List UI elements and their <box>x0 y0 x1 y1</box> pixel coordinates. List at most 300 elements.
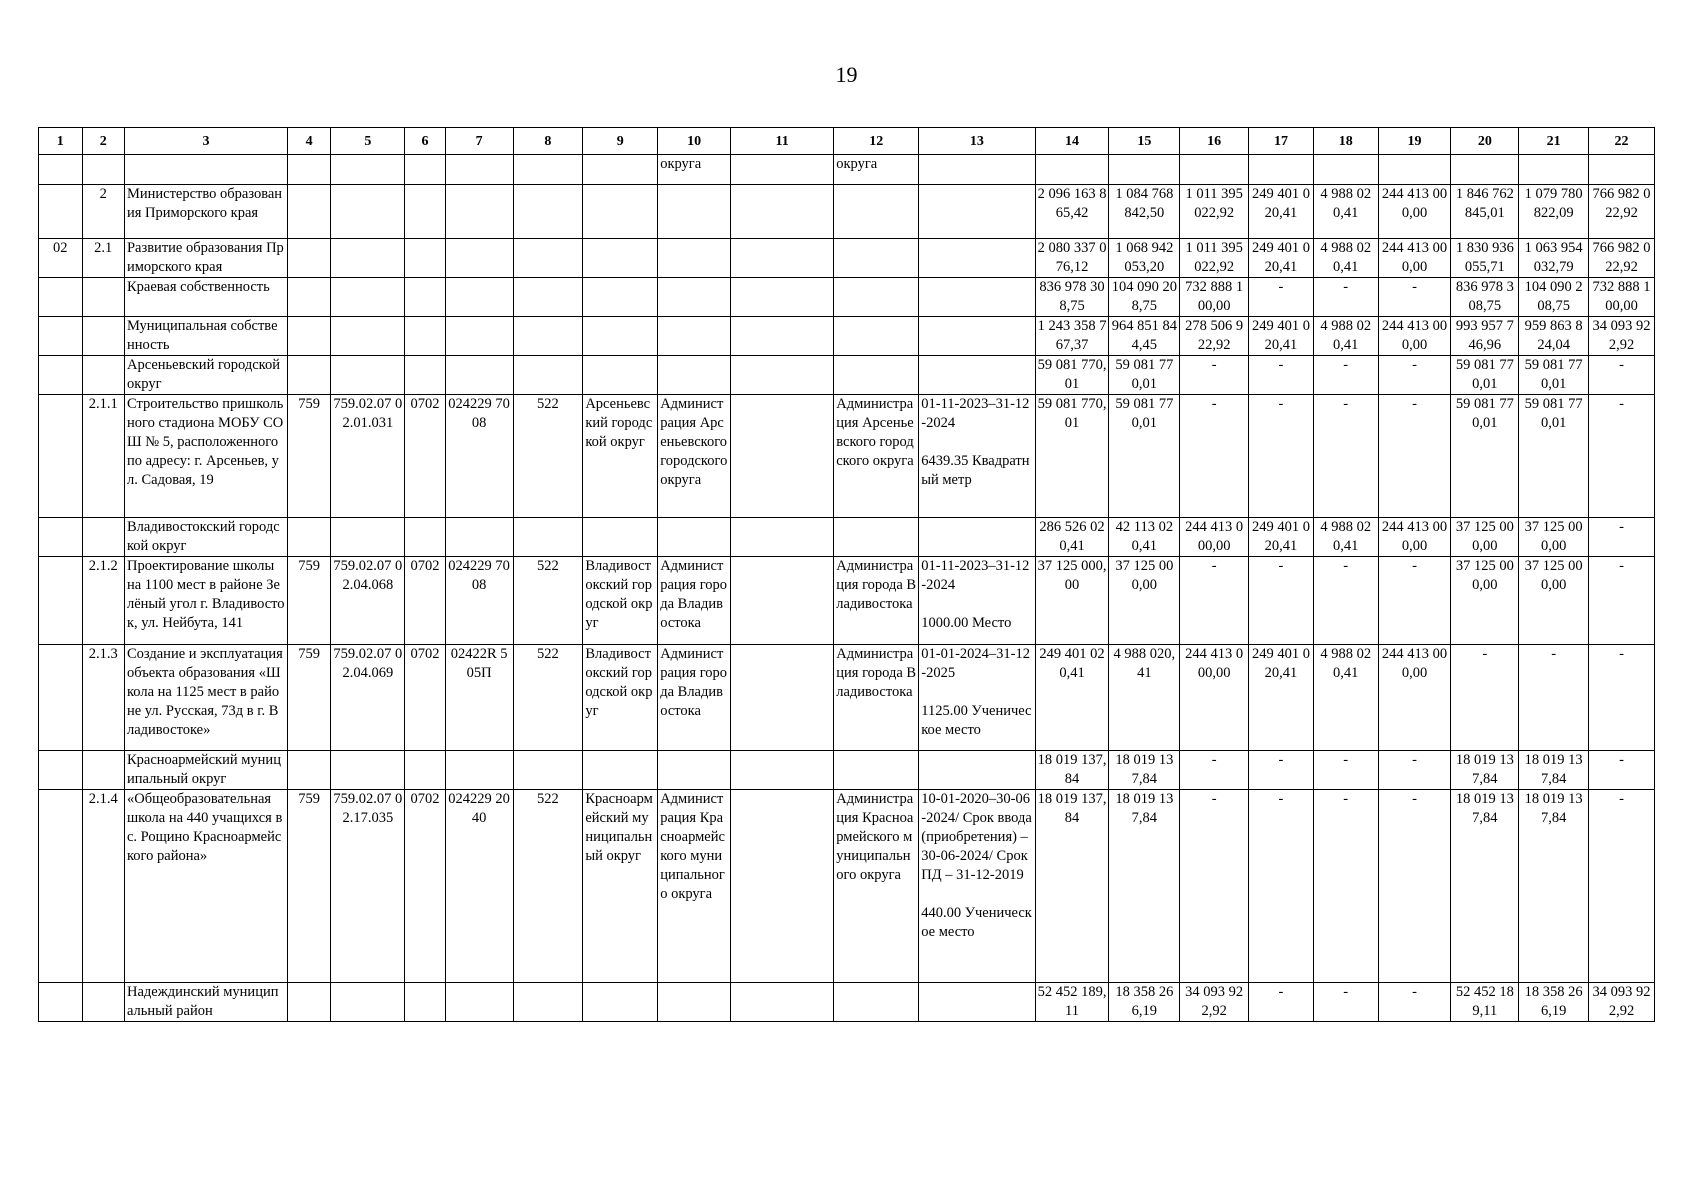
column-header: 8 <box>513 128 583 155</box>
table-cell <box>405 518 445 557</box>
table-cell: 0702 <box>405 395 445 518</box>
table-cell <box>583 185 658 239</box>
table-cell <box>331 983 405 1022</box>
table-cell: 34 093 922,92 <box>1589 317 1655 356</box>
table-cell <box>919 185 1035 239</box>
table-cell <box>513 518 583 557</box>
table-cell <box>513 356 583 395</box>
table-cell: 2 080 337 076,12 <box>1035 239 1109 278</box>
table-cell: - <box>1249 751 1314 790</box>
table-cell <box>513 239 583 278</box>
table-cell <box>287 356 331 395</box>
table-cell <box>82 356 124 395</box>
table-cell: - <box>1249 983 1314 1022</box>
table-cell <box>658 983 731 1022</box>
table-cell: 836 978 308,75 <box>1035 278 1109 317</box>
table-cell: 59 081 770,01 <box>1451 395 1519 518</box>
table-cell <box>583 356 658 395</box>
table-row <box>39 278 1655 317</box>
column-header: 7 <box>445 128 513 155</box>
table-cell: Администрация Арсеньевского городского округа <box>834 395 919 518</box>
table-cell: 759.02.07 02.17.035 <box>331 790 405 983</box>
table-row <box>39 751 1655 790</box>
table-cell: Создание и эксплуатация объекта образования «Школа на 1125 мест в районе ул. Русская, 73д в г. Владивостоке» <box>124 645 287 751</box>
column-header: 17 <box>1249 128 1314 155</box>
table-cell: 18 019 137,84 <box>1519 790 1589 983</box>
table-cell <box>658 239 731 278</box>
table-cell <box>445 356 513 395</box>
table-cell: 01-11-2023–31-12-2024 6439.35 Квадратный метр <box>919 395 1035 518</box>
table-cell: 244 413 000,00 <box>1180 645 1249 751</box>
table-cell: 4 988 020,41 <box>1313 645 1378 751</box>
table-cell <box>39 645 83 751</box>
table-cell: - <box>1313 790 1378 983</box>
table-cell <box>658 518 731 557</box>
table-cell: 244 413 000,00 <box>1378 518 1451 557</box>
table-cell: 4 988 020,41 <box>1313 239 1378 278</box>
table-cell <box>513 185 583 239</box>
table-cell: 4 988 020,41 <box>1313 518 1378 557</box>
table-cell <box>287 278 331 317</box>
table-cell: 37 125 000,00 <box>1109 557 1180 645</box>
table-cell <box>82 155 124 185</box>
table-cell <box>39 790 83 983</box>
table-cell: 59 081 770,01 <box>1519 395 1589 518</box>
table-row <box>39 518 1655 557</box>
table-cell: 104 090 208,75 <box>1519 278 1589 317</box>
table-cell <box>1378 155 1451 185</box>
table-cell: 244 413 000,00 <box>1378 185 1451 239</box>
table-cell: 18 019 137,84 <box>1035 751 1109 790</box>
table-cell <box>583 239 658 278</box>
table-cell <box>445 185 513 239</box>
table-cell: 52 452 189,11 <box>1451 983 1519 1022</box>
column-header: 11 <box>731 128 834 155</box>
table-cell: 2 <box>82 185 124 239</box>
table-cell: - <box>1589 557 1655 645</box>
table-cell: - <box>1313 278 1378 317</box>
table-cell <box>513 317 583 356</box>
table-cell: - <box>1313 983 1378 1022</box>
column-header: 22 <box>1589 128 1655 155</box>
table-cell <box>919 155 1035 185</box>
table-cell: 1 084 768 842,50 <box>1109 185 1180 239</box>
table-cell <box>39 518 83 557</box>
column-header: 21 <box>1519 128 1589 155</box>
table-cell: Администрация города Владивостока <box>834 557 919 645</box>
table-cell: Краевая собственность <box>124 278 287 317</box>
table-cell: 732 888 100,00 <box>1589 278 1655 317</box>
table-cell <box>331 518 405 557</box>
table-cell <box>445 518 513 557</box>
table-cell <box>731 645 834 751</box>
column-header: 4 <box>287 128 331 155</box>
table-cell: 766 982 022,92 <box>1589 239 1655 278</box>
table-cell <box>583 278 658 317</box>
table-cell <box>405 239 445 278</box>
table-cell <box>405 751 445 790</box>
table-cell <box>731 790 834 983</box>
table-cell: 59 081 770,01 <box>1451 356 1519 395</box>
table-row <box>39 317 1655 356</box>
table-cell: 18 019 137,84 <box>1451 751 1519 790</box>
table-cell <box>834 751 919 790</box>
table-cell: 2.1.1 <box>82 395 124 518</box>
table-cell <box>919 239 1035 278</box>
table-cell: - <box>1378 356 1451 395</box>
table-cell <box>331 185 405 239</box>
table-cell: 0702 <box>405 645 445 751</box>
table-cell: 2.1.2 <box>82 557 124 645</box>
table-cell <box>834 518 919 557</box>
column-header: 13 <box>919 128 1035 155</box>
table-cell: Арсеньевский городской округ <box>124 356 287 395</box>
column-header: 5 <box>331 128 405 155</box>
table-cell: 59 081 770,01 <box>1035 356 1109 395</box>
table-cell: 4 988 020,41 <box>1109 645 1180 751</box>
table-cell: 02 <box>39 239 83 278</box>
table-cell <box>731 518 834 557</box>
table-cell <box>583 155 658 185</box>
table-cell <box>405 983 445 1022</box>
table-cell <box>39 317 83 356</box>
table-cell <box>731 356 834 395</box>
table-cell <box>731 317 834 356</box>
table-cell <box>39 356 83 395</box>
table-cell <box>82 518 124 557</box>
column-header: 14 <box>1035 128 1109 155</box>
table-cell <box>1313 155 1378 185</box>
table-cell: округа <box>658 155 731 185</box>
table-row <box>39 557 1655 645</box>
table-cell <box>39 395 83 518</box>
table-cell: 37 125 000,00 <box>1451 518 1519 557</box>
table-body <box>39 155 1655 1022</box>
table-cell <box>919 317 1035 356</box>
table-cell: 1 011 395 022,92 <box>1180 185 1249 239</box>
table-cell: - <box>1378 751 1451 790</box>
table-cell: - <box>1589 790 1655 983</box>
table-cell: 759 <box>287 395 331 518</box>
table-cell: 1 079 780 822,09 <box>1519 185 1589 239</box>
table-cell <box>1109 155 1180 185</box>
table-cell <box>287 983 331 1022</box>
table-cell <box>513 278 583 317</box>
table-cell: Проектирование школы на 1100 мест в районе Зелёный угол г. Владивосток, ул. Нейбута, 141 <box>124 557 287 645</box>
table-cell <box>919 518 1035 557</box>
table-cell: 18 358 266,19 <box>1109 983 1180 1022</box>
table-cell <box>39 983 83 1022</box>
table-cell <box>405 317 445 356</box>
table-cell: 42 113 020,41 <box>1109 518 1180 557</box>
table-cell: - <box>1180 751 1249 790</box>
table-cell: Красноармейский муниципальный округ <box>583 790 658 983</box>
table-cell <box>1035 155 1109 185</box>
table-cell: - <box>1249 278 1314 317</box>
table-cell <box>445 983 513 1022</box>
table-cell <box>124 155 287 185</box>
table-cell: 18 019 137,84 <box>1035 790 1109 983</box>
table-cell: - <box>1378 395 1451 518</box>
table-cell: - <box>1313 751 1378 790</box>
table-cell <box>513 983 583 1022</box>
table-cell: 249 401 020,41 <box>1249 185 1314 239</box>
table-cell <box>658 278 731 317</box>
table-cell <box>405 356 445 395</box>
table-cell: - <box>1378 278 1451 317</box>
table-cell: 1 243 358 767,37 <box>1035 317 1109 356</box>
table-cell: - <box>1313 395 1378 518</box>
table-cell: Красноармейский муниципальный округ <box>124 751 287 790</box>
table-cell <box>39 557 83 645</box>
table-cell <box>1249 155 1314 185</box>
table-cell: округа <box>834 155 919 185</box>
table-cell <box>834 983 919 1022</box>
table-cell <box>834 356 919 395</box>
table-cell <box>583 983 658 1022</box>
table-cell: 01-11-2023–31-12-2024 1000.00 Место <box>919 557 1035 645</box>
table-cell: 59 081 770,01 <box>1109 356 1180 395</box>
table-cell: Министерство образования Приморского края <box>124 185 287 239</box>
table-cell: - <box>1589 356 1655 395</box>
table-cell: Администрация города Владивостока <box>834 645 919 751</box>
table-cell: - <box>1249 557 1314 645</box>
column-header: 6 <box>405 128 445 155</box>
table-cell <box>287 239 331 278</box>
column-header: 1 <box>39 128 83 155</box>
table-cell <box>731 278 834 317</box>
table-cell <box>658 317 731 356</box>
column-header: 9 <box>583 128 658 155</box>
table-cell: 522 <box>513 395 583 518</box>
table-cell <box>287 155 331 185</box>
table-cell: 18 019 137,84 <box>1519 751 1589 790</box>
table-cell <box>82 278 124 317</box>
table-cell: 522 <box>513 645 583 751</box>
table-cell <box>445 239 513 278</box>
table-cell <box>405 278 445 317</box>
table-cell: 59 081 770,01 <box>1035 395 1109 518</box>
table-cell: - <box>1589 751 1655 790</box>
table-cell <box>919 751 1035 790</box>
table-cell <box>731 185 834 239</box>
table-cell: 993 957 746,96 <box>1451 317 1519 356</box>
table-cell: 024229 7008 <box>445 557 513 645</box>
table-cell: 024229 7008 <box>445 395 513 518</box>
table-cell: Владивостокский городской округ <box>124 518 287 557</box>
table-row <box>39 239 1655 278</box>
column-header: 18 <box>1313 128 1378 155</box>
table-cell: Муниципальная собственность <box>124 317 287 356</box>
table-cell: 286 526 020,41 <box>1035 518 1109 557</box>
table-cell: Надеждинский муниципальный район <box>124 983 287 1022</box>
table-cell: 278 506 922,92 <box>1180 317 1249 356</box>
table-cell <box>287 518 331 557</box>
table-cell <box>331 239 405 278</box>
table-cell: 18 019 137,84 <box>1109 751 1180 790</box>
table-cell: 0702 <box>405 557 445 645</box>
table-cell: 522 <box>513 557 583 645</box>
table-cell: 2.1.3 <box>82 645 124 751</box>
table-cell <box>39 185 83 239</box>
table-cell <box>919 278 1035 317</box>
table-cell <box>82 983 124 1022</box>
table-cell: Администрация города Владивостока <box>658 645 731 751</box>
table-cell <box>1519 155 1589 185</box>
column-header: 10 <box>658 128 731 155</box>
table-cell: Развитие образования Приморского края <box>124 239 287 278</box>
table-cell: 959 863 824,04 <box>1519 317 1589 356</box>
table-cell <box>445 155 513 185</box>
table-cell <box>445 278 513 317</box>
table-cell <box>834 239 919 278</box>
column-header: 2 <box>82 128 124 155</box>
table-cell: 836 978 308,75 <box>1451 278 1519 317</box>
table-cell: Администрация Арсеньевского городского округа <box>658 395 731 518</box>
table-cell <box>82 317 124 356</box>
table-cell: 759 <box>287 790 331 983</box>
budget-table <box>38 127 1655 1022</box>
table-cell: - <box>1249 790 1314 983</box>
table-cell <box>834 278 919 317</box>
table-cell: 0702 <box>405 790 445 983</box>
table-cell: 2.1.4 <box>82 790 124 983</box>
table-cell: Администрация Красноармейского муниципального округа <box>834 790 919 983</box>
table-cell: - <box>1180 356 1249 395</box>
table-cell: 522 <box>513 790 583 983</box>
table-cell <box>919 356 1035 395</box>
table-cell: 249 401 020,41 <box>1249 645 1314 751</box>
table-cell: 2.1 <box>82 239 124 278</box>
table-cell: 1 846 762 845,01 <box>1451 185 1519 239</box>
table-cell: 964 851 844,45 <box>1109 317 1180 356</box>
table-cell <box>513 155 583 185</box>
table-cell <box>731 239 834 278</box>
table-cell <box>331 356 405 395</box>
table-cell: 18 019 137,84 <box>1109 790 1180 983</box>
page-number: 19 <box>835 62 858 87</box>
table-cell: 37 125 000,00 <box>1451 557 1519 645</box>
table-cell: 18 358 266,19 <box>1519 983 1589 1022</box>
table-cell <box>331 751 405 790</box>
table-cell: Владивостокский городской округ <box>583 557 658 645</box>
column-header: 15 <box>1109 128 1180 155</box>
table-cell: 244 413 000,00 <box>1378 645 1451 751</box>
column-header: 12 <box>834 128 919 155</box>
table-cell: 759.02.07 02.01.031 <box>331 395 405 518</box>
table-cell: - <box>1313 356 1378 395</box>
table-cell <box>583 751 658 790</box>
table-row <box>39 983 1655 1022</box>
table-cell <box>287 317 331 356</box>
table-cell: - <box>1249 356 1314 395</box>
table-cell <box>39 751 83 790</box>
table-cell <box>658 185 731 239</box>
table-cell: 02422R 505П <box>445 645 513 751</box>
table-row <box>39 356 1655 395</box>
table-cell <box>834 317 919 356</box>
table-cell: 18 019 137,84 <box>1451 790 1519 983</box>
table-cell <box>658 356 731 395</box>
table-cell <box>39 278 83 317</box>
table-cell: 759 <box>287 645 331 751</box>
table-cell <box>445 751 513 790</box>
table-cell: 34 093 922,92 <box>1180 983 1249 1022</box>
table-cell: 37 125 000,00 <box>1519 557 1589 645</box>
table-cell: 2 096 163 865,42 <box>1035 185 1109 239</box>
table-cell: 104 090 208,75 <box>1109 278 1180 317</box>
table-cell: - <box>1519 645 1589 751</box>
table-cell: 759.02.07 02.04.069 <box>331 645 405 751</box>
table-cell <box>1589 155 1655 185</box>
table-cell: - <box>1249 395 1314 518</box>
table-cell: 01-01-2024–31-12-2025 1125.00 Ученическое место <box>919 645 1035 751</box>
table-cell <box>731 983 834 1022</box>
table-cell: Арсеньевский городской округ <box>583 395 658 518</box>
table-cell: - <box>1378 983 1451 1022</box>
table-cell <box>287 185 331 239</box>
table-cell: - <box>1313 557 1378 645</box>
table-cell: 249 401 020,41 <box>1249 239 1314 278</box>
table-cell: Администрация города Владивостока <box>658 557 731 645</box>
table-cell <box>513 751 583 790</box>
table-cell: 766 982 022,92 <box>1589 185 1655 239</box>
table-cell <box>39 155 83 185</box>
table-cell: 244 413 000,00 <box>1180 518 1249 557</box>
table-cell <box>287 751 331 790</box>
table-cell: 759 <box>287 557 331 645</box>
table-row <box>39 155 1655 185</box>
table-cell: - <box>1378 557 1451 645</box>
table-cell: 249 401 020,41 <box>1249 317 1314 356</box>
table-cell: 10-01-2020–30-06-2024/ Срок ввода (приобретения) – 30-06-2024/ Срок ПД – 31-12-2019 440.00 Ученическое место <box>919 790 1035 983</box>
table-cell <box>405 155 445 185</box>
table-cell: 59 081 770,01 <box>1519 356 1589 395</box>
table-cell: - <box>1451 645 1519 751</box>
table-cell <box>731 557 834 645</box>
table-cell <box>583 518 658 557</box>
table-cell: 244 413 000,00 <box>1378 239 1451 278</box>
table-cell: «Общеобразовательная школа на 440 учащихся в с. Рощино Красноармейского района» <box>124 790 287 983</box>
table-cell: 759.02.07 02.04.068 <box>331 557 405 645</box>
table-cell: 37 125 000,00 <box>1035 557 1109 645</box>
table-cell: - <box>1589 645 1655 751</box>
table-cell <box>731 395 834 518</box>
column-header: 20 <box>1451 128 1519 155</box>
table-cell: - <box>1180 557 1249 645</box>
table-cell: 1 011 395 022,92 <box>1180 239 1249 278</box>
table-cell <box>331 278 405 317</box>
table-cell: - <box>1589 395 1655 518</box>
column-header: 3 <box>124 128 287 155</box>
table-cell: - <box>1589 518 1655 557</box>
table-row <box>39 790 1655 983</box>
table-cell: 4 988 020,41 <box>1313 317 1378 356</box>
table-row <box>39 395 1655 518</box>
table-cell <box>731 155 834 185</box>
table-cell: 249 401 020,41 <box>1249 518 1314 557</box>
table-cell <box>1180 155 1249 185</box>
table-cell: 1 063 954 032,79 <box>1519 239 1589 278</box>
table-cell: 34 093 922,92 <box>1589 983 1655 1022</box>
column-header: 19 <box>1378 128 1451 155</box>
table-cell: 244 413 000,00 <box>1378 317 1451 356</box>
table-cell <box>834 185 919 239</box>
table-cell: Администрация Красноармейского муниципального округа <box>658 790 731 983</box>
column-header: 16 <box>1180 128 1249 155</box>
table-cell: - <box>1378 790 1451 983</box>
table-cell: 52 452 189,11 <box>1035 983 1109 1022</box>
